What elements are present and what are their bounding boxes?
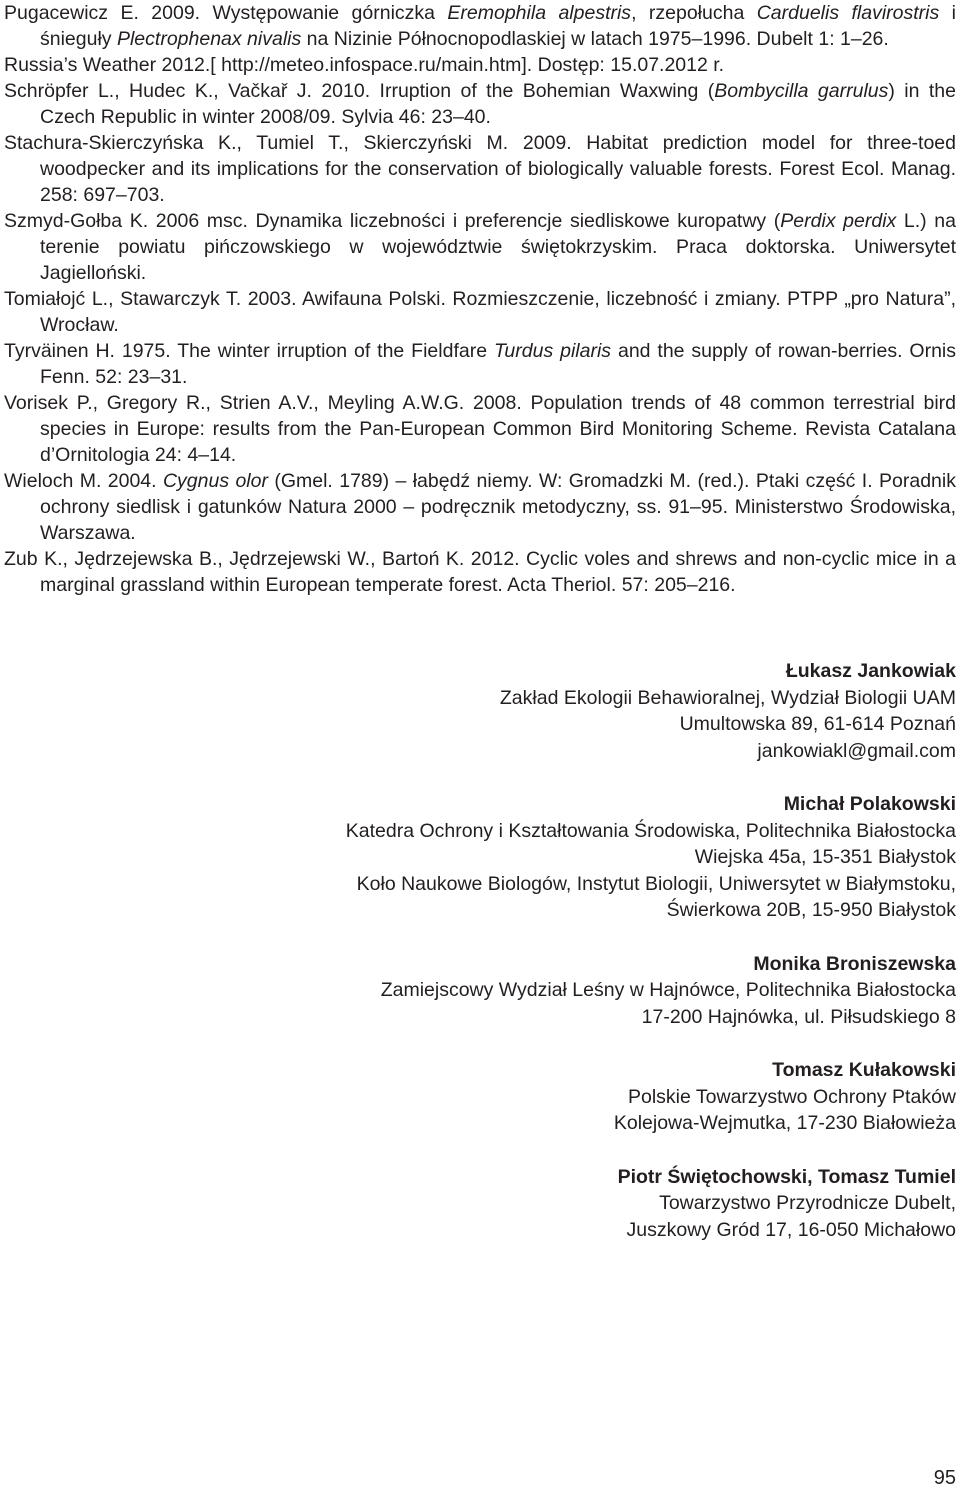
reference-species-name: Eremophila alpestris — [447, 2, 632, 24]
author-name: Łukasz Jankowiak — [785, 660, 956, 682]
author-affiliation-line: Polskie Towarzystwo Ochrony Ptaków — [627, 1085, 956, 1108]
reference-text: na Nizinie Północnopodlaskiej w latach 1975–1996. Dubelt 1: 1–26. — [301, 28, 889, 50]
author-block — [196, 791, 956, 924]
reference-text: Szmyd-Gołba K. 2006 msc. Dynamika liczebności i preferencje siedliskowe kuropatwy ( — [4, 210, 781, 232]
reference-entry — [4, 468, 956, 546]
author-affiliation-line: Zakład Ekologii Behawioralnej, Wydział Biologii UAM — [499, 686, 956, 709]
reference-species-name: Turdus pilaris — [493, 340, 612, 362]
reference-text: Tomiałojć L., Stawarczyk T. 2003. Awifauna Polski. Rozmieszczenie, liczebność i zmiany. PTPP „pro Natura”, Wrocław. — [4, 288, 956, 336]
reference-text: L.) na terenie powiatu pińczowskiego w województwie świętokrzyskim. Praca doktorska. Uniwersytet Jagielloński. — [40, 210, 956, 284]
author-name: Monika Broniszewska — [753, 952, 956, 975]
author-affiliation-line: Świerkowa 20B, 15-950 Białystok — [666, 899, 956, 921]
page-number: 95 — [933, 1467, 956, 1489]
reference-entry — [4, 390, 956, 468]
reference-entry — [4, 52, 956, 78]
reference-entry — [4, 0, 956, 52]
reference-entry — [4, 130, 956, 208]
author-block — [196, 1057, 956, 1137]
reference-entry — [4, 78, 956, 130]
reference-text: Tyrväinen H. 1975. The winter irruption of the Fieldfare — [4, 340, 494, 362]
reference-species-name: Perdix perdix — [780, 210, 897, 232]
reference-species-name: Carduelis flavirostris — [756, 2, 940, 24]
author-affiliation-line: jankowiakl@gmail.com — [757, 739, 956, 762]
author-affiliation-line: 17-200 Hajnówka, ul. Piłsudskiego 8 — [641, 1005, 956, 1028]
author-affiliation-line: Katedra Ochrony i Kształtowania Środowiska, Politechnika Białostocka — [345, 819, 956, 842]
reference-entry — [4, 286, 956, 338]
reference-entry — [4, 546, 956, 598]
author-affiliation-line: Towarzystwo Przyrodnicze Dubelt, — [659, 1192, 956, 1214]
reference-species-name: Cygnus olor — [162, 470, 268, 492]
reference-text: Zub K., Jędrzejewska B., Jędrzejewski W., Bartoń K. 2012. Cyclic voles and shrews and non-cyclic mice in a marginal grassland within European temperate forest. Acta Theriol. 57: 205–216. — [4, 548, 956, 596]
reference-species-name: Plectrophenax nivalis — [116, 28, 302, 50]
author-block — [196, 658, 956, 764]
author-affiliation-line: Zamiejscowy Wydział Leśny w Hajnówce, Politechnika Białostocka — [380, 979, 956, 1001]
author-block — [196, 951, 956, 1031]
author-affiliations — [196, 658, 956, 1270]
author-block — [196, 1164, 956, 1244]
reference-text: Stachura-Skierczyńska K., Tumiel T., Skierczyński M. 2009. Habitat prediction model for three-toed woodpecker and its implications for the conservation of biologically valuable forests. Forest Ecol. Manag. 258: 697–703. — [4, 132, 956, 206]
reference-text: Russia’s Weather 2012.[ http://meteo.infospace.ru/main.htm]. Dostęp: 15.07.2012 r. — [4, 54, 725, 76]
author-affiliation-line: Juszkowy Gród 17, 16-050 Michałowo — [626, 1218, 956, 1241]
reference-text: ) in the Czech Republic in winter 2008/09. Sylvia 46: 23–40. — [40, 80, 956, 128]
author-affiliation-line: Kolejowa-Wejmutka, 17-230 Białowieża — [613, 1112, 956, 1134]
reference-entry — [4, 338, 956, 390]
reference-text: and the supply of rowan-berries. Ornis Fenn. 52: 23–31. — [40, 340, 956, 388]
reference-text: Vorisek P., Gregory R., Strien A.V., Meyling A.W.G. 2008. Population trends of 48 common terrestrial bird species in Europe: results from the Pan-European Common Bird Monitoring Scheme. Revista Catalana d’Ornitologia 24: 4–14. — [4, 392, 956, 466]
reference-entry — [4, 208, 956, 286]
reference-text: Schröpfer L., Hudec K., Vačkař J. 2010. Irruption of the Bohemian Waxwing ( — [4, 80, 715, 102]
author-name: Tomasz Kułakowski — [772, 1059, 956, 1081]
author-affiliation-line: Umultowska 89, 61-614 Poznań — [679, 713, 956, 735]
reference-text: i śnieguły — [40, 2, 956, 50]
reference-text: (Gmel. 1789) – łabędź niemy. W: Gromadzki M. (red.). Ptaki część I. Poradnik ochrony siedlisk i gatunków Natura 2000 – podręcznik metodyczny, ss. 91–95. Ministerstwo Środowiska, Warszawa. — [40, 470, 956, 544]
author-name: Michał Polakowski — [783, 793, 956, 815]
reference-species-name: Bombycilla garrulus — [714, 80, 889, 102]
reference-text: , rzepołucha — [631, 2, 757, 24]
reference-list — [4, 0, 956, 598]
reference-text: Pugacewicz E. 2009. Występowanie górniczka — [4, 2, 448, 24]
author-affiliation-line: Koło Naukowe Biologów, Instytut Biologii, Uniwersytet w Białymstoku, — [356, 872, 956, 895]
author-affiliation-line: Wiejska 45a, 15-351 Białystok — [694, 846, 956, 868]
author-name: Piotr Świętochowski, Tomasz Tumiel — [617, 1165, 956, 1188]
reference-text: Wieloch M. 2004. — [4, 470, 163, 492]
